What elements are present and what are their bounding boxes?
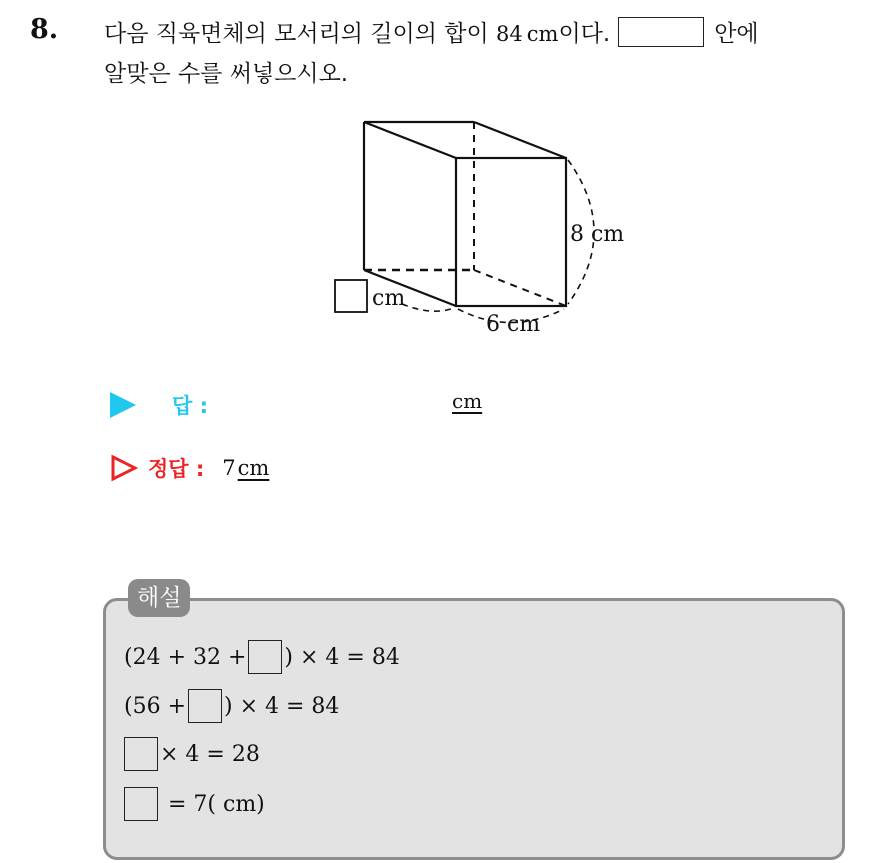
play-arrow-icon	[110, 392, 136, 418]
cuboid-figure	[320, 110, 650, 344]
blank-square	[124, 787, 158, 821]
blank-square	[248, 640, 282, 674]
total-length-value: 84	[496, 22, 523, 46]
question-text-after: 안에	[714, 21, 759, 47]
height-label: 8 cm	[570, 222, 625, 247]
question-text-mid: 이다.	[558, 21, 611, 47]
eq1-right: ) × 4 = 84	[284, 644, 400, 670]
eq2-right: ) × 4 = 84	[224, 693, 340, 719]
correct-value: 7	[222, 456, 236, 480]
question-text	[104, 14, 874, 94]
question-line2: 알맞은 수를 써넣으시오.	[104, 61, 349, 87]
question-text-before: 다음 직육면체의 모서리의 길이의 합이	[104, 21, 497, 47]
outline-arrow-icon	[110, 454, 138, 482]
blank-square	[124, 737, 158, 771]
eq4-right: = 7( cm)	[168, 791, 265, 817]
explanation-line-4	[124, 786, 265, 822]
depth-blank-box	[335, 280, 367, 312]
blank-box-inline	[618, 17, 704, 47]
eq1-left: (24 + 32 +	[124, 644, 247, 670]
eq2-left: (56 +	[124, 693, 187, 719]
explanation-line-2	[124, 688, 339, 724]
depth-unit-label: cm	[372, 286, 406, 311]
eq3-right: × 4 = 28	[160, 741, 260, 767]
question-number: 8.	[30, 14, 59, 45]
total-length-unit: cm	[526, 22, 559, 46]
correct-row	[110, 450, 269, 486]
width-label: 6 cm	[486, 312, 541, 337]
answer-row	[110, 387, 510, 423]
answer-unit: cm	[452, 389, 483, 413]
blank-square	[188, 689, 222, 723]
explanation-tab: 해설	[128, 579, 190, 617]
explanation-line-3	[124, 736, 260, 772]
cuboid-diagram	[320, 110, 650, 340]
correct-label: 정답 :	[148, 457, 205, 481]
answer-label: 답 :	[172, 394, 208, 418]
explanation-line-1	[124, 639, 400, 675]
correct-unit: cm	[237, 456, 270, 480]
